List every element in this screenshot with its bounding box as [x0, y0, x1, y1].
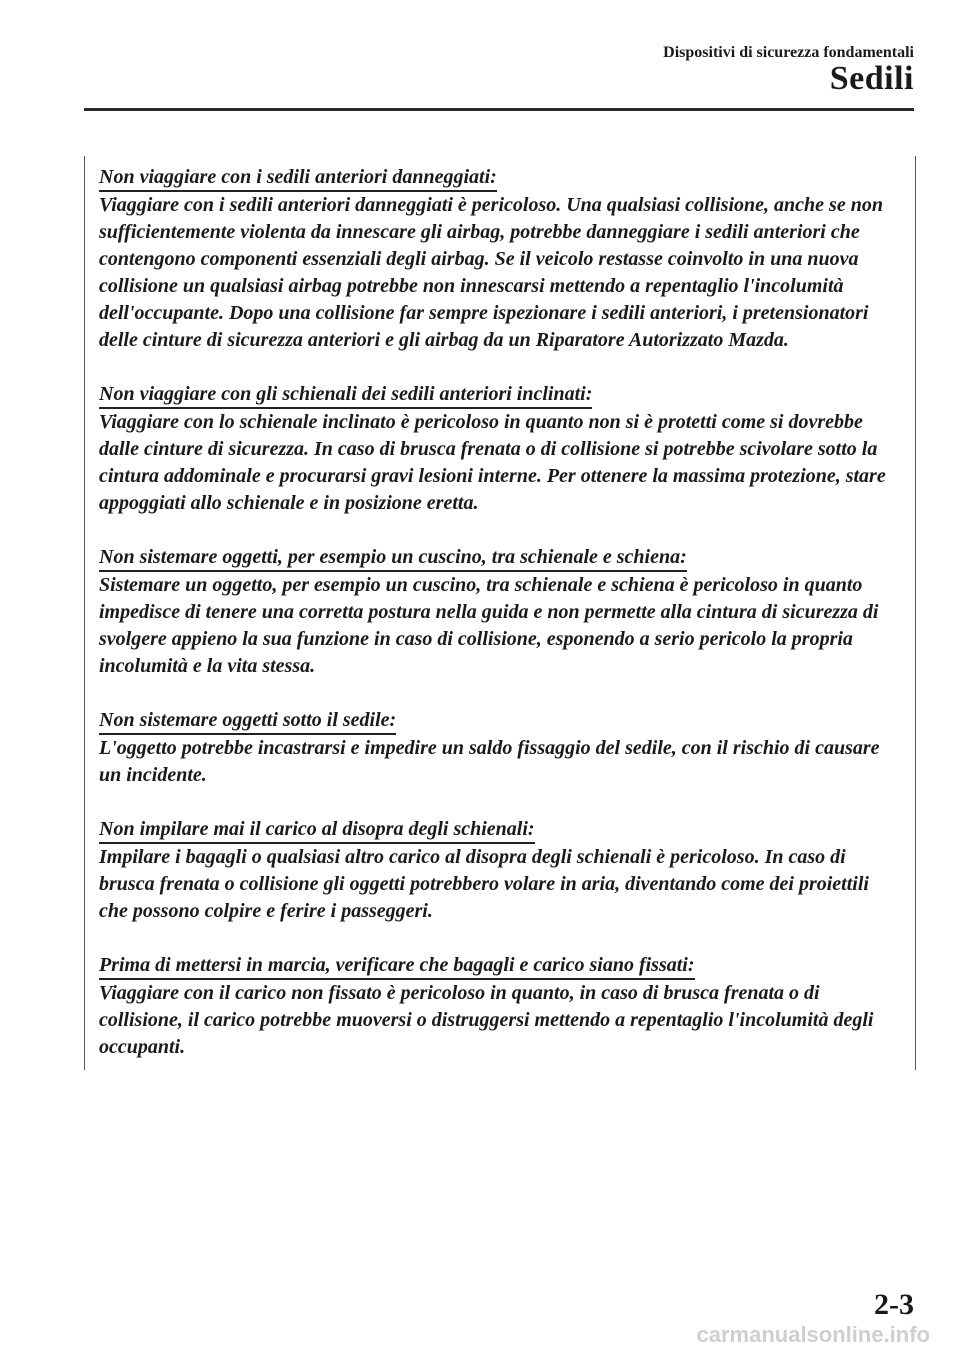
- watermark: carmanualsonline.info: [696, 1322, 930, 1347]
- warning-text: Viaggiare con il carico non fissato è pericoloso in quanto, in caso di brusca frenata o di collisione, il carico potrebbe muoversi o distruggersi mettendo a repentaglio l'incolumità degli occupanti.: [99, 982, 874, 1058]
- warning-text: Impilare i bagagli o qualsiasi altro carico al disopra degli schienali è pericoloso. In caso di brusca frenata o collisione gli oggetti potrebbero volare in aria, diventando come dei proiettili che possono colpire e ferire i passeggeri.: [99, 846, 869, 922]
- warning-text: L'oggetto potrebbe incastrarsi e impedire un saldo fissaggio del sedile, con il rischio di causare un incidente.: [99, 737, 880, 786]
- warning-heading: Non impilare mai il carico al disopra degli schienali:: [99, 816, 535, 844]
- warning-box: [84, 156, 916, 1070]
- warning-block: [99, 381, 901, 517]
- warning-heading: Non sistemare oggetti, per esempio un cuscino, tra schienale e schiena:: [99, 544, 687, 572]
- header-section-label: Dispositivi di sicurezza fondamentali: [663, 44, 914, 61]
- warning-text: Viaggiare con lo schienale inclinato è pericoloso in quanto non si è protetti come si dovrebbe dalle cinture di sicurezza. In caso di brusca frenata o di collisione si potrebbe scivolare sotto la cintura addominale e procurarsi gravi lesioni interne. Per ottenere la massima protezione, stare appoggiati allo schienale e in posizione eretta.: [99, 411, 886, 514]
- warning-block: [99, 816, 901, 925]
- header-divider: [84, 108, 914, 111]
- warning-block: [99, 707, 901, 789]
- warning-text: Sistemare un oggetto, per esempio un cuscino, tra schienale e schiena è pericoloso in quanto impedisce di tenere una corretta postura nella guida e non permette alla cintura di sicurezza di svolgere appieno la sua funzione in caso di collisione, esponendo a serio pericolo la propria incolumità e la vita stessa.: [99, 574, 879, 677]
- page-number: 2-3: [874, 1288, 914, 1321]
- warning-text: Viaggiare con i sedili anteriori danneggiati è pericoloso. Una qualsiasi collisione, anche se non sufficientemente violenta da innescare gli airbag, potrebbe danneggiare i sedili anteriori che contengono componenti essenziali degli airbag. Se il veicolo restasse coinvolto in una nuova collisione un qualsiasi airbag potrebbe non innescarsi mettendo a repentaglio l'incolumità dell'occupante. Dopo una collisione far sempre ispezionare i sedili anteriori, i pretensionatori delle cinture di sicurezza anteriori e gli airbag da un Riparatore Autorizzato Mazda.: [99, 194, 883, 351]
- warning-block: [99, 544, 901, 680]
- warning-heading: Non viaggiare con gli schienali dei sedili anteriori inclinati:: [99, 381, 592, 409]
- warning-block: [99, 952, 901, 1061]
- warning-block: [99, 164, 901, 354]
- warning-heading: Non viaggiare con i sedili anteriori danneggiati:: [99, 164, 497, 192]
- warning-heading: Non sistemare oggetti sotto il sedile:: [99, 707, 396, 735]
- page-title: Sedili: [829, 60, 914, 97]
- warning-heading: Prima di mettersi in marcia, verificare che bagagli e carico siano fissati:: [99, 952, 695, 980]
